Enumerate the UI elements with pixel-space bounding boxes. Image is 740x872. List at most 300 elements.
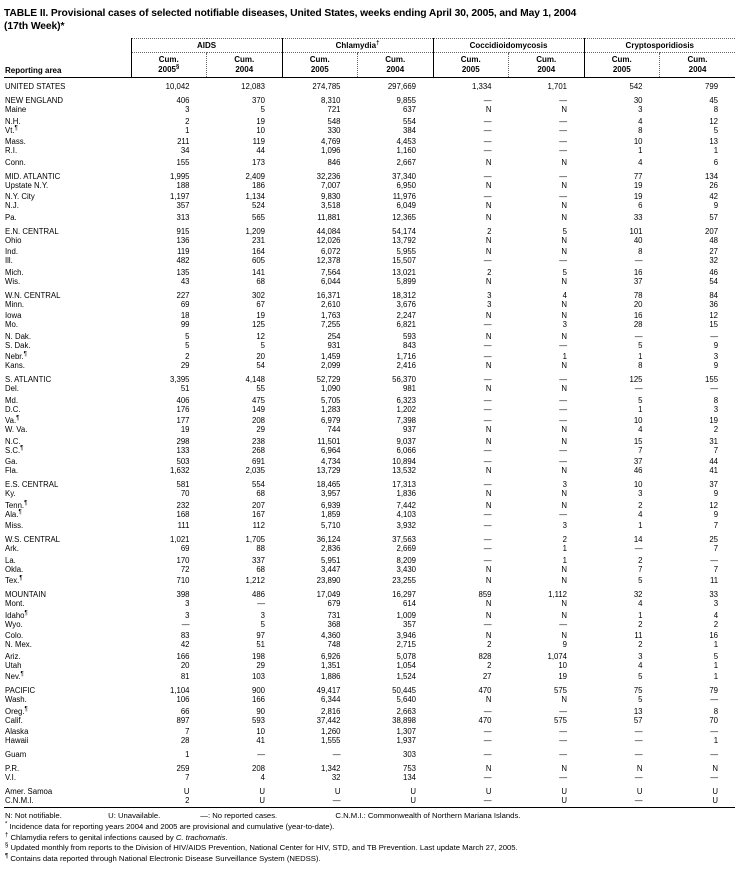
data-cell: 9: [713, 201, 719, 210]
data-cell: N: [561, 212, 568, 222]
data-cell: N: [485, 105, 492, 114]
table-row: [4, 681, 735, 695]
data-cell: —: [483, 192, 492, 201]
data-cell: —: [483, 535, 492, 544]
data-cell: 2,816: [320, 706, 341, 716]
reporting-area-cell: S. Dak.: [5, 340, 31, 350]
data-cell: 2: [562, 535, 568, 544]
reporting-area-cell: Md.: [5, 395, 18, 405]
data-cell: 27: [709, 247, 719, 256]
data-cell: —: [710, 331, 719, 341]
data-cell: N: [561, 331, 568, 341]
data-cell: 198: [251, 651, 265, 661]
data-cell: N: [561, 235, 568, 245]
data-cell: N: [485, 500, 492, 510]
table-row: [4, 704, 735, 716]
data-cell: 406: [176, 395, 190, 405]
data-cell: 1,054: [396, 660, 416, 670]
data-cell: 593: [402, 331, 416, 341]
reporting-area-cell: PACIFIC: [5, 686, 36, 695]
reporting-area-cell: N.Y. City: [5, 192, 35, 201]
data-cell: 40: [633, 235, 643, 245]
data-cell: 10,042: [165, 82, 190, 91]
data-cell: 5,705: [320, 395, 341, 405]
reporting-area-cell: N.J.: [5, 201, 19, 210]
data-cell: N: [485, 201, 492, 210]
data-cell: 227: [176, 290, 190, 300]
data-cell: 8: [638, 125, 643, 135]
data-cell: 1: [185, 125, 190, 135]
data-cell: 1,937: [396, 736, 416, 745]
data-cell: 900: [251, 686, 265, 695]
data-cell: 4: [638, 509, 643, 519]
reporting-area-cell: MID. ATLANTIC: [5, 171, 61, 181]
data-cell: —: [332, 796, 341, 805]
data-cell: 7: [713, 564, 719, 574]
table-title-line2: (17th Week)*: [4, 20, 65, 32]
table-row: [4, 384, 735, 393]
data-cell: 149: [251, 404, 265, 414]
data-cell: N: [485, 212, 492, 222]
data-cell: 16,297: [392, 590, 416, 599]
reporting-area-cell: W.N. CENTRAL: [5, 290, 61, 300]
data-cell: 1: [562, 555, 568, 565]
data-cell: —: [634, 736, 643, 745]
data-cell: —: [634, 331, 643, 341]
reporting-area-cell: E.N. CENTRAL: [5, 226, 59, 236]
table-row: [4, 716, 735, 725]
data-cell: 4: [713, 610, 719, 620]
reporting-area-cell: Okla.: [5, 564, 24, 574]
data-cell: 753: [402, 764, 416, 773]
data-cell: 37,340: [392, 171, 416, 181]
data-cell: 575: [554, 686, 568, 695]
data-cell: 12: [709, 311, 719, 320]
data-cell: N: [561, 157, 568, 167]
table-row: [4, 181, 735, 190]
data-cell: —: [332, 750, 341, 759]
data-cell: —: [559, 706, 568, 716]
data-cell: 297,669: [387, 82, 416, 91]
data-cell: 748: [327, 640, 341, 649]
data-cell: 3: [638, 651, 643, 661]
reporting-area-cell: Fla.: [5, 466, 18, 475]
reporting-area-cell: Tex.¶: [5, 575, 23, 585]
data-cell: N: [561, 489, 568, 498]
data-cell: 46: [709, 267, 719, 277]
data-cell: 19: [180, 425, 190, 434]
data-cell: —: [559, 404, 568, 414]
data-cell: 1,763: [320, 311, 341, 320]
data-cell: 357: [402, 619, 416, 629]
data-cell: 2,715: [396, 640, 416, 649]
data-cell: 799: [705, 82, 719, 91]
reporting-area-cell: Ohio: [5, 235, 22, 245]
reporting-area-cell: La.: [5, 555, 16, 565]
data-cell: 173: [251, 157, 265, 167]
data-cell: 33: [633, 212, 643, 222]
reporting-area-cell: C.N.M.I.: [5, 796, 34, 805]
data-cell: 68: [256, 489, 265, 498]
reporting-area-cell: N.H.: [5, 116, 21, 126]
reporting-area-cell: R.I.: [5, 146, 18, 155]
data-cell: 10: [633, 416, 643, 425]
data-cell: —: [483, 256, 492, 265]
data-cell: —: [483, 404, 492, 414]
data-cell: 3: [562, 480, 568, 489]
reporting-area-cell: W.S. CENTRAL: [5, 535, 61, 544]
data-cell: U: [561, 787, 568, 796]
data-cell: 3: [487, 299, 492, 309]
data-cell: 2: [185, 796, 190, 805]
data-cell: 11: [709, 576, 719, 585]
data-cell: 1,859: [320, 509, 341, 519]
data-cell: N: [485, 157, 492, 167]
table-row: [4, 236, 735, 245]
col-coccidioidomycosis-cum-2005: Cum. 2005: [433, 53, 509, 78]
data-cell: 1,112: [548, 590, 568, 599]
table-row: [4, 759, 735, 773]
reporting-area-cell: E.S. CENTRAL: [5, 480, 59, 489]
data-cell: N: [485, 436, 492, 446]
data-cell: 11: [634, 631, 643, 640]
data-cell: —: [483, 521, 492, 530]
data-cell: N: [485, 361, 492, 370]
data-cell: 3: [487, 290, 492, 300]
data-cell: N: [561, 384, 568, 393]
data-cell: U: [410, 787, 416, 796]
data-cell: 23,255: [392, 576, 416, 585]
data-cell: 313: [176, 212, 190, 222]
reporting-area-cell: Ind.: [5, 247, 19, 256]
data-cell: —: [257, 599, 265, 608]
data-cell: 2: [638, 619, 643, 629]
data-cell: 8,310: [320, 96, 341, 105]
data-cell: 12: [709, 116, 719, 126]
data-cell: N: [561, 247, 568, 256]
col-chlamydia-cum-2004: Cum. 2004: [358, 53, 434, 78]
data-cell: —: [710, 384, 719, 393]
table-row: [4, 405, 735, 414]
data-cell: N: [485, 276, 492, 286]
data-cell: 77: [633, 171, 643, 181]
data-cell: 1: [638, 404, 643, 414]
data-cell: —: [483, 375, 492, 384]
data-cell: 186: [251, 180, 265, 190]
table-row: [4, 277, 735, 286]
table-row: [4, 425, 735, 434]
table-row: [4, 498, 735, 510]
data-cell: 30: [633, 96, 643, 105]
data-cell: U: [712, 787, 719, 796]
table-row: [4, 510, 735, 519]
data-cell: 5: [638, 695, 643, 704]
data-cell: 1: [638, 521, 643, 530]
data-cell: U: [259, 787, 265, 796]
data-cell: 6,049: [396, 201, 416, 210]
data-cell: 84: [709, 290, 719, 300]
data-cell: 18,312: [392, 290, 416, 300]
data-cell: —: [559, 750, 568, 759]
data-cell: N: [485, 311, 492, 320]
data-cell: 106: [176, 695, 190, 704]
data-cell: 134: [705, 171, 719, 181]
data-cell: N: [561, 425, 568, 434]
data-cell: 370: [251, 96, 265, 105]
data-cell: 303: [402, 750, 416, 759]
data-cell: 475: [251, 395, 265, 405]
table-row: [4, 256, 735, 265]
data-cell: 6,950: [396, 180, 416, 190]
data-cell: —: [710, 727, 719, 736]
data-cell: 54: [256, 361, 265, 370]
table-row: [4, 649, 735, 661]
data-cell: 41: [709, 466, 719, 475]
data-cell: 19: [709, 416, 719, 425]
data-cell: 8: [713, 395, 719, 405]
data-cell: 16: [633, 311, 643, 320]
data-cell: 357: [176, 201, 190, 210]
data-cell: 51: [180, 384, 190, 393]
data-cell: 54: [709, 276, 719, 286]
col-coccidioidomycosis-cum-2004: Cum. 2004: [509, 53, 585, 78]
table-row: [4, 629, 735, 641]
data-cell: 6,323: [396, 395, 416, 405]
data-cell: 83: [180, 631, 190, 640]
data-cell: —: [559, 256, 568, 265]
data-cell: 207: [705, 226, 719, 236]
data-cell: 9: [713, 340, 719, 350]
data-cell: —: [710, 555, 719, 565]
data-cell: 3: [638, 489, 643, 498]
data-cell: 232: [176, 500, 190, 510]
data-cell: —: [483, 125, 492, 135]
data-cell: 6,964: [320, 445, 341, 455]
data-cell: 29: [256, 425, 265, 434]
data-cell: 1: [713, 146, 719, 155]
data-cell: 231: [251, 235, 265, 245]
data-cell: 581: [176, 480, 190, 489]
data-cell: 398: [176, 590, 190, 599]
data-cell: 17,313: [392, 480, 416, 489]
legend-cnmi: C.N.M.I.: Commonwealth of Northern Mariana Islands.: [335, 811, 521, 820]
data-cell: —: [483, 137, 492, 146]
data-cell: 4,734: [320, 457, 341, 466]
reporting-area-cell: Amer. Samoa: [5, 787, 53, 796]
data-cell: 70: [709, 715, 719, 725]
col-chlamydia-cum-2005: Cum. 2005: [282, 53, 358, 78]
data-cell: 81: [180, 672, 190, 681]
data-cell: 3: [260, 610, 265, 620]
reporting-area-cell: Nebr.¶: [5, 351, 27, 361]
data-cell: 23,890: [316, 576, 341, 585]
data-cell: —: [559, 727, 568, 736]
data-cell: —: [634, 750, 643, 759]
data-cell: 1,459: [320, 352, 341, 361]
reporting-area-cell: Colo.: [5, 631, 24, 640]
data-cell: 13,792: [392, 235, 416, 245]
data-cell: U: [636, 787, 643, 796]
data-cell: 19: [256, 311, 265, 320]
data-cell: 5: [638, 340, 643, 350]
data-cell: 4,769: [320, 137, 341, 146]
data-cell: 915: [176, 226, 190, 236]
data-cell: 1: [562, 544, 568, 553]
data-cell: —: [559, 457, 568, 466]
table-row: [4, 245, 735, 257]
data-cell: —: [559, 116, 568, 126]
data-cell: N: [561, 436, 568, 446]
table-row: [4, 350, 735, 362]
reporting-area-cell: D.C.: [5, 404, 21, 414]
data-cell: 12,378: [316, 256, 341, 265]
data-cell: 166: [251, 695, 265, 704]
data-cell: 1,886: [320, 672, 341, 681]
data-cell: 50,445: [392, 686, 416, 695]
data-cell: 119: [177, 247, 190, 256]
table-row: [4, 489, 735, 498]
data-cell: —: [559, 445, 568, 455]
data-cell: 6,044: [320, 276, 341, 286]
data-cell: N: [561, 276, 568, 286]
data-cell: N: [561, 361, 568, 370]
table-row: [4, 599, 735, 608]
data-cell: 330: [327, 125, 341, 135]
data-cell: N: [561, 500, 568, 510]
table-row: [4, 608, 735, 620]
reporting-area-cell: Mass.: [5, 137, 26, 146]
col-cryptosporidiosis-cum-2004: Cum. 2004: [660, 53, 736, 78]
data-cell: 4: [638, 157, 643, 167]
reporting-area-cell: Pa.: [5, 212, 17, 222]
data-cell: 5: [562, 226, 568, 236]
data-cell: 32: [633, 590, 643, 599]
data-cell: 1,009: [396, 610, 416, 620]
data-cell: —: [559, 509, 568, 519]
data-cell: 90: [256, 706, 265, 716]
data-cell: 188: [176, 180, 190, 190]
data-cell: 9,830: [320, 192, 341, 201]
table-row: [4, 201, 735, 210]
data-cell: N: [561, 299, 568, 309]
data-cell: 155: [176, 157, 190, 167]
data-cell: —: [634, 796, 643, 805]
data-cell: 710: [176, 576, 190, 585]
data-cell: 3,932: [396, 521, 416, 530]
data-cell: 44,084: [316, 226, 341, 236]
data-cell: 164: [251, 247, 265, 256]
data-cell: 259: [176, 764, 190, 773]
data-cell: —: [483, 555, 492, 565]
data-cell: N: [485, 180, 492, 190]
data-cell: 859: [478, 590, 492, 599]
data-cell: 565: [251, 212, 265, 222]
table-row: [4, 126, 735, 135]
data-cell: 34: [180, 146, 190, 155]
data-cell: 12,365: [392, 212, 416, 222]
data-cell: 981: [402, 384, 416, 393]
data-cell: 1,705: [245, 535, 265, 544]
data-cell: 486: [251, 590, 265, 599]
data-cell: —: [710, 695, 719, 704]
data-cell: 637: [402, 105, 416, 114]
data-cell: —: [559, 96, 568, 105]
data-cell: 38,898: [392, 715, 416, 725]
reporting-area-cell: Ala.¶: [5, 508, 22, 519]
data-cell: —: [483, 171, 492, 181]
reporting-area-cell: Alaska: [5, 727, 29, 736]
data-cell: 2: [185, 352, 190, 361]
data-cell: N: [561, 466, 568, 475]
data-cell: 1,074: [547, 651, 568, 661]
reporting-area-cell: Calif.: [5, 715, 23, 725]
data-cell: 931: [327, 340, 341, 350]
data-cell: 75: [633, 686, 643, 695]
data-cell: 45: [709, 96, 719, 105]
data-cell: 3: [713, 599, 719, 608]
data-cell: 5,640: [396, 695, 416, 704]
data-cell: 6,979: [320, 416, 341, 425]
reporting-area-cell: Mont.: [5, 599, 25, 608]
reporting-area-cell: Wis.: [5, 276, 21, 286]
data-cell: 15,507: [392, 256, 416, 265]
data-cell: 13,532: [392, 466, 416, 475]
table-row: [4, 155, 735, 167]
data-cell: 2,610: [320, 299, 341, 309]
table-row: [4, 585, 735, 599]
table-row: [4, 341, 735, 350]
reporting-area-cell: Kans.: [5, 361, 25, 370]
data-cell: 1,090: [320, 384, 341, 393]
data-cell: U: [183, 787, 190, 796]
reporting-area-cell: Ariz.: [5, 651, 21, 661]
data-cell: 37,563: [392, 535, 416, 544]
reporting-area-cell: Wash.: [5, 695, 27, 704]
table-row: [4, 574, 735, 586]
data-cell: 614: [402, 599, 416, 608]
reporting-area-cell: P.R.: [5, 764, 20, 773]
data-cell: 843: [402, 340, 416, 350]
reporting-area-cell: Nev.¶: [5, 671, 24, 681]
data-cell: 5: [185, 340, 190, 350]
data-cell: 274,785: [312, 82, 341, 91]
data-cell: 5,078: [396, 651, 416, 661]
footnote-dagger: † Chlamydia refers to genital infections caused by C. trachomatis.: [5, 832, 228, 842]
data-cell: 8,209: [396, 555, 416, 565]
data-cell: 5: [260, 105, 265, 114]
data-cell: 721: [327, 105, 341, 114]
data-cell: 1: [713, 736, 719, 745]
data-cell: 6,072: [320, 247, 341, 256]
table-row: [4, 78, 735, 92]
data-cell: 13,729: [316, 466, 341, 475]
data-cell: 42: [180, 640, 190, 649]
table-row: [4, 222, 735, 236]
data-cell: 3,395: [169, 375, 190, 384]
data-cell: 937: [402, 425, 416, 434]
table-row: [4, 91, 735, 105]
table-row: [4, 190, 735, 202]
data-cell: 10: [633, 480, 643, 489]
data-cell: 15: [709, 320, 719, 329]
data-cell: 11,501: [317, 436, 341, 446]
data-cell: 1,197: [169, 192, 190, 201]
table-row: [4, 796, 735, 805]
reporting-area-cell: Mich.: [5, 267, 24, 277]
data-cell: 3: [638, 105, 643, 114]
data-cell: 43: [180, 276, 190, 286]
table-row: [4, 519, 735, 531]
